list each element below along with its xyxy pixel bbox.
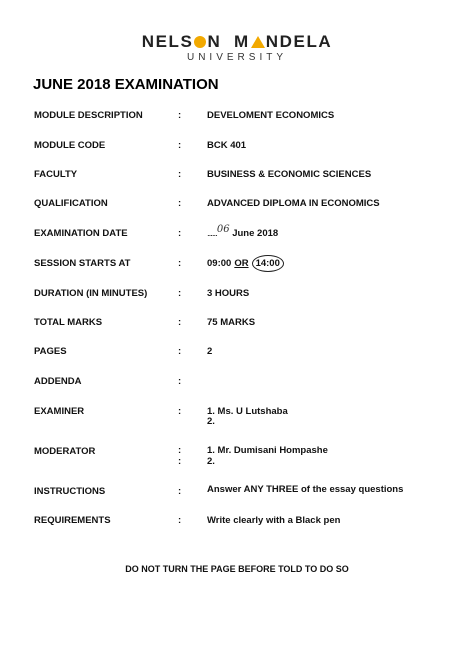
label-examiner: EXAMINER xyxy=(34,406,85,417)
colon: : xyxy=(178,376,182,387)
label-pages: PAGES xyxy=(34,346,67,357)
value-moderator-1: 1. Mr. Dumisani Hompashe xyxy=(207,445,328,456)
value-requirements: Write clearly with a Black pen xyxy=(207,515,341,526)
colon: : xyxy=(178,317,182,328)
date-dots: ...... xyxy=(207,228,217,239)
logo-circle-icon xyxy=(194,36,206,48)
session-or: OR xyxy=(234,258,249,269)
label-faculty: FACULTY xyxy=(34,169,78,180)
label-module-description: MODULE DESCRIPTION xyxy=(34,110,143,121)
colon: : xyxy=(178,445,182,456)
label-module-code: MODULE CODE xyxy=(34,140,106,151)
handwritten-day: 06 xyxy=(216,224,230,235)
value-module-description: DEVELOMENT ECONOMICS xyxy=(207,110,335,121)
logo-triangle-icon xyxy=(251,36,265,48)
label-addenda: ADDENDA xyxy=(34,376,82,387)
date-month-year: June 2018 xyxy=(232,228,279,239)
value-qualification: ADVANCED DIPLOMA IN ECONOMICS xyxy=(207,198,380,209)
value-total-marks: 75 MARKS xyxy=(207,317,256,328)
label-total-marks: TOTAL MARKS xyxy=(34,317,103,328)
colon: : xyxy=(178,486,182,497)
value-pages: 2 xyxy=(207,346,213,357)
session-time-morning: 09:00 xyxy=(207,258,232,269)
label-session-starts: SESSION STARTS AT xyxy=(34,258,131,269)
exam-title: JUNE 2018 EXAMINATION xyxy=(33,76,219,93)
colon: : xyxy=(178,110,182,121)
logo-mandela-pre: M xyxy=(233,32,250,51)
colon: : xyxy=(178,169,182,180)
colon: : xyxy=(178,515,182,526)
value-faculty: BUSINESS & ECONOMIC SCIENCES xyxy=(207,169,372,180)
label-instructions: INSTRUCTIONS xyxy=(34,486,106,497)
university-logo xyxy=(0,32,474,52)
colon: : xyxy=(178,346,182,357)
label-moderator: MODERATOR xyxy=(34,446,96,457)
value-examiner-2: 2. xyxy=(207,416,215,427)
logo-nelson-post: N xyxy=(207,32,222,51)
value-module-code: BCK 401 xyxy=(207,140,247,151)
value-session-starts xyxy=(207,258,284,269)
colon: : xyxy=(178,258,182,269)
value-instructions: Answer ANY THREE of the essay questions xyxy=(207,484,404,495)
label-requirements: REQUIREMENTS xyxy=(34,515,111,526)
value-duration: 3 HOURS xyxy=(207,288,250,299)
value-examiner-1: 1. Ms. U Lutshaba xyxy=(207,406,288,417)
footer-warning: DO NOT TURN THE PAGE BEFORE TOLD TO DO SO xyxy=(125,564,349,574)
colon: : xyxy=(178,228,182,239)
logo-mandela-post: NDELA xyxy=(265,32,333,51)
value-examination-date xyxy=(207,224,279,239)
colon: : xyxy=(178,198,182,209)
colon: : xyxy=(178,406,182,417)
value-moderator-2: 2. xyxy=(207,456,215,467)
label-duration: DURATION (IN MINUTES) xyxy=(34,288,148,299)
colon: : xyxy=(178,140,182,151)
logo-subtitle: UNIVERSITY xyxy=(186,52,287,63)
label-examination-date: EXAMINATION DATE xyxy=(34,228,128,239)
colon-second: : xyxy=(178,456,182,467)
logo-nelson-pre: NELS xyxy=(141,32,194,51)
session-time-afternoon-circled: 14:00 xyxy=(252,255,284,272)
label-qualification: QUALIFICATION xyxy=(34,198,108,209)
colon: : xyxy=(178,288,182,299)
